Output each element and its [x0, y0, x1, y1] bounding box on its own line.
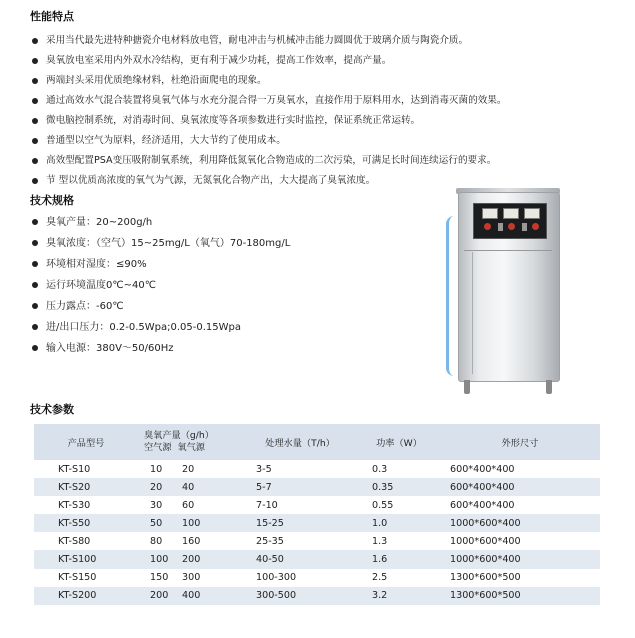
- cell-oxy: 200: [182, 554, 201, 566]
- spec-item: 臭氧浓度：（空气）15~25mg/L（氧气）70-180mg/L: [30, 233, 390, 254]
- bullet-icon: [32, 118, 38, 124]
- features-title: 性能特点: [30, 10, 74, 23]
- feature-item: 通过高效水气混合装置将臭氧气体与水充分混合得一万臭氧水，直接作用于原料用水，达到消毒灭菌的效果。: [30, 91, 610, 111]
- bullet-icon: [32, 158, 38, 164]
- table-row: [34, 478, 600, 496]
- bullet-icon: [32, 324, 38, 330]
- cell-air: 200: [150, 590, 169, 602]
- cell-air: 50: [150, 517, 163, 529]
- cell-size: 1300*600*500: [450, 590, 521, 602]
- cell-ozone: [138, 569, 242, 587]
- table-row: [34, 514, 600, 532]
- spec-item: 环境相对湿度：≤90%: [30, 254, 390, 275]
- cell-oxy: 400: [182, 590, 201, 602]
- bullet-icon: [32, 303, 38, 309]
- header-ozone-label: 臭氧产量（g/h）: [144, 430, 214, 441]
- bullet-icon: [32, 261, 38, 267]
- header-power: 功率（W）: [376, 438, 422, 449]
- cell-oxy: 60: [182, 499, 195, 511]
- cell-water: 300-500: [256, 590, 297, 602]
- bullet-icon: [32, 138, 38, 144]
- params-table: [34, 424, 600, 605]
- specs-list: [30, 212, 390, 359]
- cell-size: 600*400*400: [450, 481, 515, 493]
- cell-oxy: 160: [182, 535, 201, 547]
- spec-item: 压力露点：-60℃: [30, 296, 390, 317]
- machine-leg: [546, 380, 552, 394]
- cell-water: 15-25: [256, 517, 284, 529]
- gauge-icon: [482, 208, 498, 219]
- switch-icon: [522, 223, 527, 231]
- cell-power: 1.6: [372, 554, 388, 566]
- feature-item: 节 型以优质高浓度的氧气为气源，无氮氧化合物产出，大大提高了臭氧浓度。: [30, 171, 610, 191]
- cell-model: KT-S30: [58, 499, 91, 511]
- cell-air: 30: [150, 499, 163, 511]
- cell-power: 1.3: [372, 535, 388, 547]
- cell-water: 5-7: [256, 481, 272, 493]
- gauge-icon: [524, 208, 540, 219]
- cell-oxy: 300: [182, 572, 201, 584]
- cell-ozone: [138, 532, 242, 550]
- cell-air: 100: [150, 554, 169, 566]
- cell-model: KT-S20: [58, 481, 91, 493]
- cell-water: 25-35: [256, 535, 284, 547]
- table-row: [34, 496, 600, 514]
- cell-power: 0.35: [372, 481, 394, 493]
- door-seam: [472, 252, 473, 374]
- spec-item: 输入电源：380V～50/60Hz: [30, 338, 390, 359]
- cell-ozone: [138, 460, 242, 478]
- header-ozone-sub: 空气源 氧气源: [144, 442, 205, 453]
- features-list: [30, 31, 610, 191]
- cell-power: 2.5: [372, 572, 388, 584]
- knob-icon: [532, 223, 539, 230]
- cell-ozone: [138, 478, 242, 496]
- cell-model: KT-S150: [58, 572, 97, 584]
- bullet-icon: [32, 98, 38, 104]
- table-header-row: [34, 424, 600, 460]
- cell-size: 600*400*400: [450, 463, 515, 475]
- cell-water: 100-300: [256, 572, 297, 584]
- table-row: [34, 532, 600, 550]
- bullet-icon: [32, 78, 38, 84]
- cell-air: 10: [150, 463, 163, 475]
- table-row: [34, 569, 600, 587]
- bullet-icon: [32, 282, 38, 288]
- params-title: 技术参数: [30, 403, 74, 416]
- cell-power: 3.2: [372, 590, 388, 602]
- knob-icon: [508, 223, 515, 230]
- machine-leg: [464, 380, 470, 394]
- cell-water: 40-50: [256, 554, 284, 566]
- control-panel: [473, 203, 547, 239]
- table-row: [34, 550, 600, 568]
- header-water: 处理水量（T/h）: [265, 438, 335, 449]
- bullet-icon: [32, 219, 38, 225]
- spec-item: 进/出口压力：0.2-0.5Wpa;0.05-0.15Wpa: [30, 317, 390, 338]
- ozone-generator-image: [440, 192, 565, 397]
- header-model: 产品型号: [67, 438, 105, 449]
- cell-ozone: [138, 550, 242, 568]
- feature-item: 采用当代最先进特种搪瓷介电材料放电管，耐电冲击与机械冲击能力圆圆优于玻璃介质与陶瓷介质。: [30, 31, 610, 51]
- cell-air: 150: [150, 572, 169, 584]
- cell-power: 0.3: [372, 463, 388, 475]
- cell-ozone: [138, 514, 242, 532]
- spec-item: 臭氧产量：20~200g/h: [30, 212, 390, 233]
- cell-oxy: 20: [182, 463, 195, 475]
- bullet-icon: [32, 240, 38, 246]
- cell-size: 600*400*400: [450, 499, 515, 511]
- feature-item: 微电脑控制系统，对消毒时间、臭氧浓度等各项参数进行实时监控，保证系统正常运转。: [30, 111, 610, 131]
- spec-item: 运行环境温度0℃~40℃: [30, 275, 390, 296]
- cell-power: 0.55: [372, 499, 394, 511]
- bullet-icon: [32, 58, 38, 64]
- feature-item: 两端封头采用优质绝缘材料，杜绝沿面爬电的现象。: [30, 71, 610, 91]
- table-row: [34, 460, 600, 478]
- bullet-icon: [32, 178, 38, 184]
- knob-icon: [484, 223, 491, 230]
- cell-model: KT-S80: [58, 535, 91, 547]
- header-size: 外形尺寸: [501, 438, 539, 449]
- cell-water: 3-5: [256, 463, 272, 475]
- cell-power: 1.0: [372, 517, 388, 529]
- header-ozone: [138, 424, 242, 460]
- bullet-icon: [32, 345, 38, 351]
- cell-air: 80: [150, 535, 163, 547]
- table-row: [34, 587, 600, 605]
- bullet-icon: [32, 38, 38, 44]
- cell-model: KT-S50: [58, 517, 91, 529]
- cell-size: 1000*600*400: [450, 517, 521, 529]
- cell-ozone: [138, 496, 242, 514]
- cell-model: KT-S100: [58, 554, 97, 566]
- feature-item: 高效型配置PSA变压吸附制氧系统，利用降低氮氧化合物造成的二次污染，可满足长时间连续运行的要求。: [30, 151, 610, 171]
- cell-size: 1000*600*400: [450, 535, 521, 547]
- cell-water: 7-10: [256, 499, 278, 511]
- cell-air: 20: [150, 481, 163, 493]
- cell-oxy: 100: [182, 517, 201, 529]
- params-table-wrapper: [34, 424, 600, 605]
- cell-size: 1300*600*500: [450, 572, 521, 584]
- switch-icon: [498, 223, 503, 231]
- cell-model: KT-S10: [58, 463, 91, 475]
- gauge-icon: [503, 208, 519, 219]
- door-line: [464, 250, 552, 251]
- cell-model: KT-S200: [58, 590, 97, 602]
- specs-title: 技术规格: [30, 194, 74, 207]
- cell-oxy: 40: [182, 481, 195, 493]
- cell-ozone: [138, 587, 242, 605]
- feature-item: 臭氧放电室采用内外双水冷结构，更有利于减少功耗，提高工作效率，提高产量。: [30, 51, 610, 71]
- feature-item: 普通型以空气为原料，经济适用，大大节约了使用成本。: [30, 131, 610, 151]
- cell-size: 1000*600*400: [450, 554, 521, 566]
